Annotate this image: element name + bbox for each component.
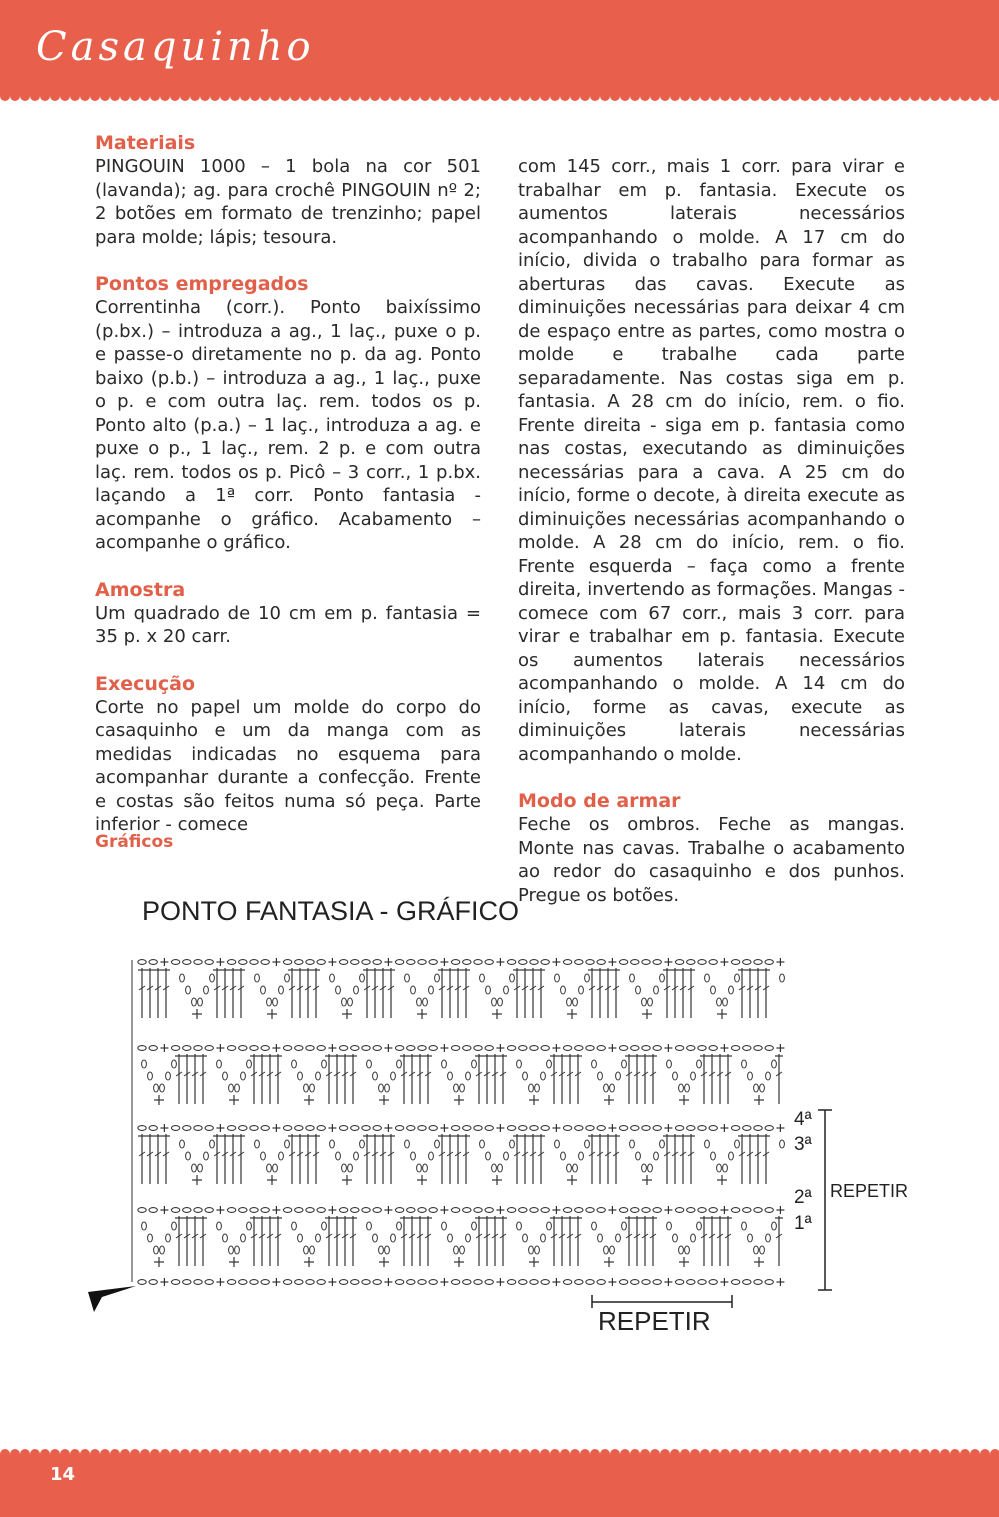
footer-bar: [0, 1454, 999, 1517]
page-title: Casaquinho: [36, 24, 315, 70]
right-column: [518, 155, 905, 907]
row-label-1: 1ª: [794, 1213, 812, 1234]
left-column: [95, 131, 481, 837]
modo-armar-heading: Modo de armar: [518, 790, 681, 812]
header-scallop: [0, 94, 999, 104]
row-label-3: 3ª: [794, 1134, 812, 1155]
amostra-text: Um quadrado de 10 cm em p. fantasia = 35 p. x 20 carr.: [95, 602, 481, 647]
row-labels: [794, 1109, 813, 1234]
footer-scallop: [0, 1446, 999, 1456]
repeat-label-side: REPETIR: [830, 1181, 909, 1201]
modo-armar-text: Feche os ombros. Feche as mangas. Monte nas cavas. Trabalhe o acabamento ao redor do casaquinho e dos punhos. Pregue os botões.: [518, 814, 905, 906]
graficos-heading: Gráficos: [95, 832, 174, 852]
materiais-heading: Materiais: [95, 132, 196, 154]
start-arrow-icon: [88, 1286, 136, 1312]
chart-title: PONTO FANTASIA - GRÁFICO: [142, 896, 520, 926]
execucao-heading: Execução: [95, 672, 196, 695]
execucao-continuation: com 145 corr., mais 1 corr. para virar e trabalhar em p. fantasia. Execute os aumentos laterais necessários acompanhando o molde. A 17 cm do início, divida o trabalho para formar as aberturas das cavas. Execute as diminuições necessárias para deixar 4 cm de espaço entre as partes, como mostra o molde e trabalhe cada parte separadamente. Nas costas siga em p. fantasia. A 28 cm do início, rem. o fio. Frente direita - siga em p. fantasia como nas costas, executando as diminuições necessárias para a cava. A 25 cm do início, forme o decote, à direita execute as diminuições necessárias acompanhando o molde. A 28 cm do início, rem. o fio. Frente esquerda – faça como a frente direita, invertendo as formações. Mangas - comece com 67 corr., mais 3 corr. para virar e trabalhar em p. fantasia. Execute os aumentos laterais necessários acompanhando o molde. A 14 cm do início, forme as cavas, execute as diminuições laterais necessárias acompanhando o molde.: [518, 156, 905, 765]
materiais-text: PINGOUIN 1000 – 1 bola na cor 501 (lavanda); ag. para crochê PINGOUIN nº 2; 2 botões em formato de trenzinho; papel para molde; lápis; tesoura.: [95, 156, 481, 248]
pontos-heading: Pontos empregados: [95, 273, 309, 295]
crochet-chart: [80, 890, 930, 1350]
execucao-text: Corte no papel um molde do corpo do casaquinho e um da manga com as medidas indicadas no esquema para acompanhar durante a confecção. Frente e costas são feitos numa só peça. Parte inferior - comece: [95, 696, 481, 835]
stitch-grid: [132, 958, 784, 1286]
amostra-heading: Amostra: [95, 578, 186, 601]
pontos-text: Correntinha (corr.). Ponto baixíssimo (p.bx.) – introduza a ag., 1 laç., puxe o p. e passe-o diretamente no p. da ag. Ponto baixo (p.b.) – introduza a ag., 1 laç., puxe o p. e com outra laç. rem. todos os p. Ponto alto (p.a.) – 1 laç., introduza a ag. e puxe o p., 1 laç., rem. 2 p. e com outra laç. rem. todos os p. Picô – 3 corr., 1 p.bx. laçando a 1ª corr. Ponto fantasia - acompanhe o gráfico. Acabamento – acompanhe o gráfico.: [95, 297, 481, 553]
row-label-4: 4ª: [794, 1109, 812, 1130]
repeat-label-bottom: REPETIR: [598, 1306, 711, 1336]
row-label-2: 2ª: [794, 1187, 812, 1208]
page-number: 14: [50, 1464, 76, 1485]
